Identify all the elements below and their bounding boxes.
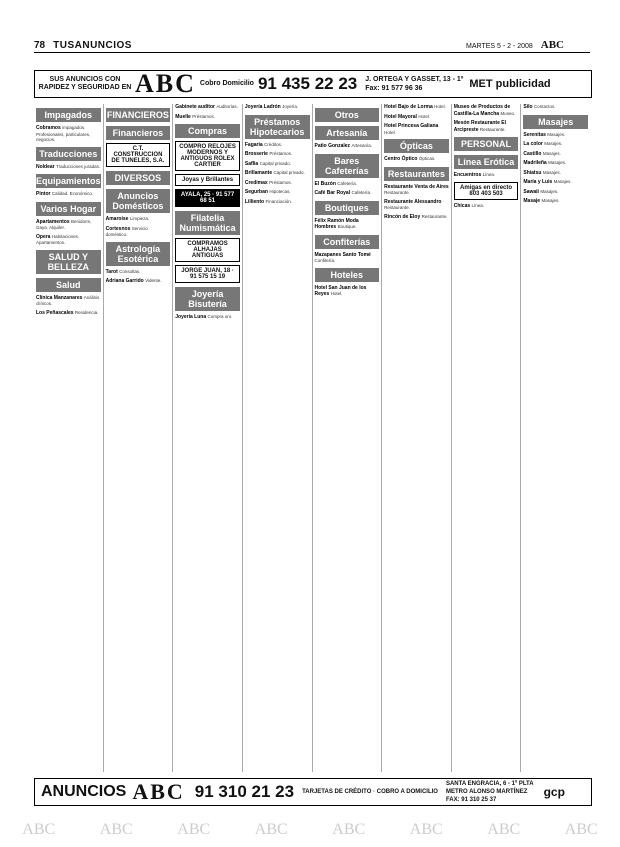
section-band: Anuncios Domésticos (106, 189, 171, 213)
bottom-ad-anuncios: ANUNCIOS (41, 783, 127, 800)
brand-logo: ABC (540, 39, 564, 51)
entry-heading: La color (523, 141, 545, 147)
boxed-ad: C.T. CONSTRUCCION DE TUNELES, S.A. (106, 143, 171, 167)
section-band: Confiterías (315, 235, 380, 249)
section-band: Astrología Esotérica (106, 242, 171, 266)
entry-heading: Restaurante Venta de Aires (384, 183, 449, 190)
entry-heading: Encuentros (453, 172, 483, 178)
top-ad-cobro: Cobro Domicilio (199, 80, 254, 87)
boxed-ad: Amigas en directo 803 403 503 (454, 182, 519, 200)
entry-body: Hotel. (384, 129, 396, 135)
classified-entry (245, 170, 310, 177)
entry-heading: Amaroise (105, 216, 130, 222)
entry-body: Masajes. (541, 198, 560, 203)
classified-entry (245, 199, 310, 206)
entry-body: Joyería. (282, 104, 299, 109)
classifieds-columns (34, 104, 590, 772)
section-band: Otros (315, 108, 380, 122)
section-band: Financieros (106, 126, 171, 140)
classified-entry (36, 234, 101, 246)
boxed-ad: COMPRAMOS ALHAJAS ANTIGUAS (175, 238, 240, 262)
entry-body: Capital privado. (259, 160, 291, 166)
entry-heading: Joyería Ladrón (244, 104, 283, 110)
entry-body: Masajes. (540, 188, 559, 194)
entry-body: Boutique. (337, 224, 357, 229)
classified-entry (245, 142, 310, 149)
entry-heading: Brosserie (244, 151, 270, 157)
bottom-advertisement (34, 778, 592, 806)
section-band: Filatelia Numismática (175, 211, 240, 235)
abc-watermark-row (0, 821, 620, 839)
classified-entry (454, 172, 519, 179)
bottom-ad-address (446, 780, 534, 804)
classified-column (173, 104, 243, 772)
watermark-logo: ABC (564, 821, 598, 838)
classified-entry (175, 104, 240, 111)
boxed-ad: COMPRO RELOJES MODERNOS Y ANTIGUOS ROLEX CARTIER (175, 141, 240, 171)
classified-entry (454, 120, 519, 133)
entry-heading: Chicas (453, 202, 472, 209)
classified-entry (36, 191, 101, 198)
entry-heading: Madrileña (523, 160, 549, 166)
section-band: Compras (175, 124, 240, 138)
entry-body: Vidente. (145, 278, 162, 283)
section-band: Artesanía (315, 126, 380, 140)
boxed-ad: Joyas y Brillantes (175, 174, 240, 186)
classified-entry (384, 123, 449, 135)
watermark-logo: ABC (487, 821, 521, 838)
section-band: Impagados (36, 108, 101, 122)
classified-entry (106, 269, 171, 276)
classified-entry (523, 141, 588, 148)
classified-entry (384, 199, 449, 211)
entry-heading: Opera (36, 233, 52, 240)
classified-entry (523, 160, 588, 167)
classified-column (243, 104, 313, 772)
classified-entry (245, 180, 310, 187)
entry-body: Residencia. (74, 309, 99, 315)
entry-body: Artesanía. (351, 143, 372, 148)
entry-heading: Muelle (175, 113, 193, 120)
entry-heading: Museo de Productos de Castilla-La Mancha (453, 104, 511, 117)
entry-heading: Segurban (244, 189, 270, 195)
classified-entry (315, 252, 380, 264)
entry-body: Cafetería. (337, 180, 358, 186)
entry-heading: Brillamante (244, 170, 274, 176)
watermark-logo: ABC (332, 821, 366, 838)
top-ad-street: J. ORTEGA Y GASSET, 13 - 1º (365, 76, 464, 83)
entry-heading: Pintor (36, 191, 52, 197)
classified-entry (106, 216, 171, 223)
entry-heading: Patio Gonzalez (314, 143, 352, 149)
section-band: Varios Hogar (36, 202, 101, 216)
entry-body: Préstamos. (192, 113, 215, 119)
classified-entry (245, 151, 310, 158)
entry-heading: Masaje (523, 198, 542, 204)
entry-heading: Saflia (244, 160, 260, 167)
entry-heading: Castillo (523, 150, 543, 157)
entry-body: Masajes. (547, 131, 566, 137)
entry-body: Limpieza. (129, 216, 150, 221)
entry-heading: Félix Ramón Moda Hombres (314, 217, 359, 230)
entry-body: Préstamos. (269, 151, 293, 156)
classified-entry (175, 114, 240, 121)
section-band: Préstamos Hipotecarios (245, 115, 310, 139)
entry-body: Compra oro. (207, 314, 233, 319)
entry-body: Línea. (471, 202, 485, 208)
entry-heading: Silo (523, 104, 534, 110)
section-title: TUSANUNCIOS (53, 39, 132, 51)
header-date-brand (466, 39, 564, 51)
section-band: Bares Cafeterías (315, 154, 380, 178)
entry-body: Préstamos. (269, 179, 292, 185)
entry-heading: Mazapanes Santo Tomé (314, 251, 371, 258)
entry-body: Hotel. (418, 113, 431, 119)
entry-body: Masajes. (548, 160, 567, 165)
entry-body: Contactos. (533, 104, 556, 109)
classified-entry (106, 226, 171, 238)
section-band: Restaurantes (384, 167, 449, 181)
entry-heading: Credimax (244, 179, 270, 186)
classified-entry (245, 104, 310, 111)
top-ad-met-logo: MET publicidad (469, 78, 551, 90)
entry-body: Masajes. (544, 141, 563, 146)
entry-heading: Cortesnos (105, 225, 132, 232)
classified-column (34, 104, 104, 772)
classified-entry (384, 184, 449, 196)
section-band: Joyería Bisutería (175, 287, 240, 311)
bottom-ad-fax: FAX: 91 310 25 37 (445, 797, 497, 803)
entry-heading: Sawaii (523, 188, 541, 195)
entry-body: impagados. Profesionales, particulares, negocios. (36, 125, 91, 142)
classified-entry (523, 179, 588, 186)
top-advertisement (34, 70, 592, 98)
section-band: Masajes (523, 115, 588, 129)
entry-body: Línea. (482, 172, 496, 177)
classified-entry (315, 181, 380, 188)
entry-body: Hotel. (330, 291, 343, 296)
classified-entry (36, 310, 101, 317)
entry-heading: Centro Óptico (384, 156, 419, 162)
entry-body: Capital privado. (273, 170, 305, 175)
entry-heading: Adriana Garrido (105, 278, 146, 284)
entry-heading: Lilliento (244, 198, 266, 205)
classified-entry (315, 285, 380, 298)
classified-column (521, 104, 590, 772)
classified-entry (315, 218, 380, 231)
entry-heading: Restaurante Alessandro (384, 198, 442, 205)
top-ad-fax: Fax: 91 577 96 36 (365, 85, 423, 92)
issue-date: MARTES 5 - 2 - 2008 (466, 43, 533, 50)
bottom-ad-addr2: METRO ALONSO MARTÍNEZ (445, 789, 528, 795)
entry-heading: Hotel San Juan de los Reyes (314, 284, 367, 297)
entry-heading: Hotel Bajo de Lorma (384, 104, 435, 110)
classified-entry (523, 132, 588, 139)
entry-body: Financiación. (265, 198, 292, 204)
classified-column (104, 104, 174, 772)
entry-body: Masajes. (542, 150, 561, 156)
section-band: FINANCIEROS (106, 110, 169, 120)
classified-entry (384, 214, 449, 221)
classified-entry (454, 104, 519, 117)
section-band: Ópticas (384, 139, 449, 153)
watermark-logo: ABC (99, 821, 133, 838)
entry-body: Calidad. Económico. (51, 191, 94, 196)
classified-entry (523, 198, 588, 205)
classified-entry (245, 161, 310, 168)
entry-body: Habitaciones. Apartamentos. (36, 233, 80, 245)
watermark-logo: ABC (22, 821, 56, 838)
classified-entry (315, 190, 380, 197)
entry-body: Benidorm, Gaya. Alquiler. (36, 218, 92, 230)
entry-body: Masajes. (542, 169, 561, 175)
section-band: Hoteles (315, 268, 380, 282)
section-band: PERSONAL (454, 137, 519, 151)
entry-body: Ópticas. (418, 156, 436, 161)
entry-body: Restaurante. (384, 205, 410, 210)
classified-entry (384, 104, 449, 111)
classified-column (382, 104, 452, 772)
bottom-ad-phone: 91 310 21 23 (194, 782, 295, 801)
entry-heading: Joyería Luna (175, 314, 208, 320)
classified-entry (384, 114, 449, 121)
entry-heading: Café Bar Royal (314, 190, 352, 196)
entry-heading: Serenitas (523, 131, 548, 138)
entry-heading: Mesón Restaurante El Arcipreste (453, 120, 506, 133)
entry-body: Restaurante. (384, 190, 410, 195)
section-band: Línea Erótica (454, 155, 519, 169)
entry-body: Hipotecas. (269, 189, 291, 194)
entry-body: Cafetería. (351, 190, 372, 195)
classified-entry (315, 143, 380, 150)
classified-entry (454, 203, 519, 210)
classified-column (313, 104, 383, 772)
boxed-ad: AYALA, 25 · 91 577 68 51 (175, 189, 240, 207)
entry-heading: Rincón de Eloy (384, 213, 422, 220)
top-ad-abc-logo: ABC (135, 70, 196, 98)
entry-body: Museo. (500, 110, 516, 116)
section-band: Salud (36, 278, 101, 292)
top-ad-phone: 91 435 22 23 (257, 74, 358, 93)
classified-column (452, 104, 522, 772)
section-band: DIVERSOS (106, 171, 171, 185)
classified-entry (36, 295, 101, 307)
watermark-logo: ABC (177, 821, 211, 838)
classified-entry (175, 314, 240, 321)
section-band: Traducciones (36, 147, 101, 161)
boxed-ad: JORGE JUAN, 18 · 91 575 15 19 (175, 265, 240, 283)
entry-heading: María y Luis (523, 179, 554, 185)
classified-entry (384, 156, 449, 163)
page-header (34, 38, 590, 53)
entry-heading: Shiatsu (523, 169, 543, 176)
top-ad-address (365, 75, 463, 93)
entry-heading: Clínica Manzanares (36, 294, 84, 301)
entry-body: Créditos. (264, 141, 283, 147)
entry-body: Traducciones juradas. (56, 163, 101, 169)
page-number: 78 (34, 39, 46, 51)
classified-entry (523, 189, 588, 196)
entry-body: Servicio doméstico. (105, 225, 148, 237)
section-band: Boutiques (315, 201, 380, 215)
entry-heading: Gabinete auditor (175, 104, 217, 110)
bottom-ad-abc-logo: ABC (132, 779, 185, 804)
classified-entry (523, 104, 588, 111)
entry-body: Confitería. (314, 258, 336, 263)
section-band: Equipamientos (36, 176, 101, 186)
entry-body: Consultas. (119, 268, 141, 274)
entry-heading: Apartamentos (36, 218, 72, 225)
entry-heading: El Buzón (314, 180, 338, 187)
entry-body: Restaurante. (479, 126, 506, 132)
entry-body: Hotel. (434, 104, 446, 109)
classified-entry (36, 219, 101, 231)
watermark-logo: ABC (409, 821, 443, 838)
entry-body: Auditorías. (216, 104, 238, 109)
top-ad-slogan: SUS ANUNCIOS CON RAPIDEZ Y SEGURIDAD EN (38, 76, 132, 91)
entry-heading: Hotel Princesa Galiana (384, 123, 439, 129)
bottom-ad-addr1: SANTA ENGRACIA, 6 - 1º PLTA (445, 781, 534, 787)
entry-heading: Los Peñascales (36, 309, 75, 316)
classified-entry (36, 164, 101, 171)
entry-body: Restaurante. (421, 213, 448, 219)
classified-entry (523, 151, 588, 158)
entry-heading: Fagaria (244, 141, 265, 148)
entry-body: Análisis clínicos. (36, 294, 100, 306)
classified-entry (36, 125, 101, 143)
entry-heading: Cobramos (36, 125, 63, 131)
section-band: SALUD Y BELLEZA (36, 250, 101, 274)
entry-heading: Tarot (105, 268, 120, 275)
classified-entry (523, 170, 588, 177)
bottom-ad-cards: TARJETAS DE CRÉDITO · COBRO A DOMICILIO (302, 789, 438, 795)
entry-body: Masajes. (553, 179, 572, 184)
classified-entry (245, 189, 310, 196)
entry-heading: Noldear (36, 163, 57, 170)
watermark-logo: ABC (254, 821, 288, 838)
bottom-ad-gcp-logo: gcp (543, 785, 565, 799)
entry-heading: Hotel Mayoral (384, 113, 419, 120)
classified-entry (106, 278, 171, 285)
